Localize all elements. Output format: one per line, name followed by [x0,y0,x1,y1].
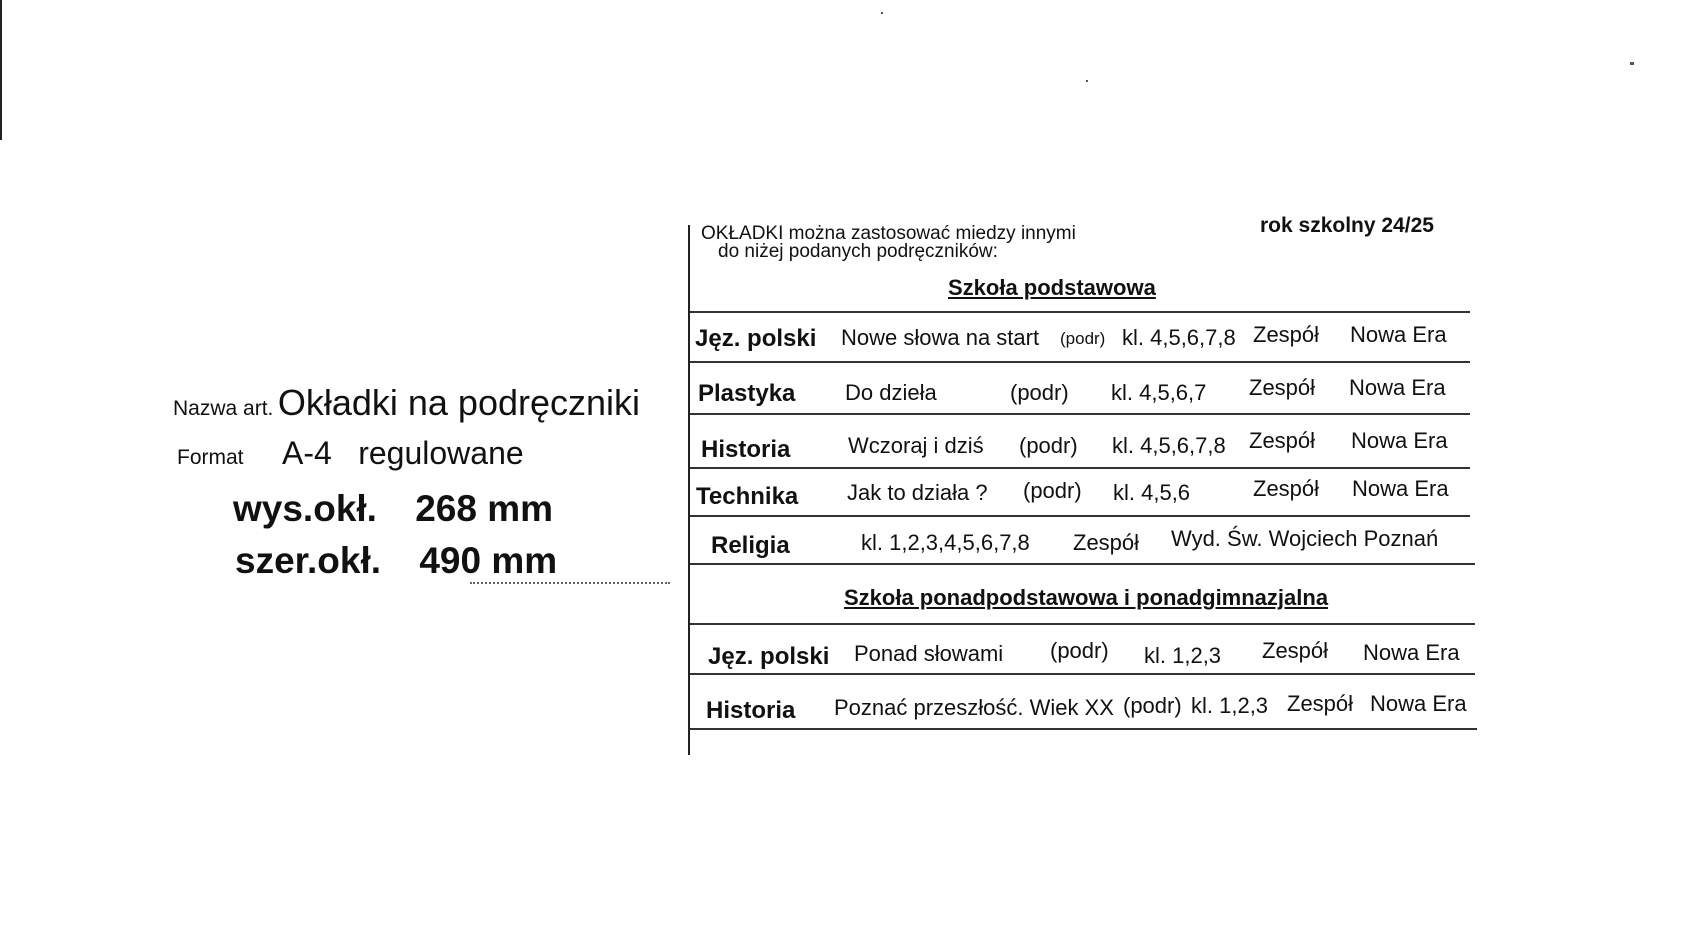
textbook-list [688,214,1478,755]
scan-speck [1086,80,1088,82]
row-type: (podr) [1010,380,1069,405]
row-author: Zespół [1249,375,1316,400]
row-title: Do dzieła [845,380,937,405]
row-divider [690,467,1470,469]
cover-height-label: wys.okł. [233,488,377,529]
row-subject: Historia [701,436,791,463]
row-divider [690,361,1470,363]
scan-speck [1630,62,1634,65]
row-publisher: Wyd. Św. Wojciech Poznań [1171,526,1439,551]
row-subject: Plastyka [698,380,796,407]
row-grades: kl. 1,2,3 [1191,693,1269,718]
row-author: Zespół [1249,428,1316,453]
row-divider [690,413,1470,415]
row-title: Wczoraj i dziś [848,433,984,458]
row-divider [690,563,1475,565]
article-name-label: Nazwa art. [173,397,274,420]
table-row [688,322,1478,365]
table-row [688,638,1478,683]
row-publisher: Nowa Era [1363,640,1460,665]
cover-height-value: 268 mm [415,488,554,529]
row-author: Zespół [1253,476,1320,501]
cover-width-value: 490 mm [419,540,558,581]
row-author: Zespół [1287,691,1354,716]
table-row [688,476,1478,523]
article-name-value: Okładki na podręczniki [277,382,641,423]
section-title-primary: Szkoła podstawowa [948,275,1156,300]
row-subject: Jęz. polski [708,643,830,670]
format-type: regulowane [358,435,524,471]
row-grades: kl. 1,2,3 [1144,643,1222,668]
row-publisher: Nowa Era [1351,428,1448,453]
article-name-line [173,382,640,424]
row-type: (podr) [1123,693,1182,718]
row-author: Zespół [1262,638,1329,663]
row-publisher: Nowa Era [1350,322,1447,347]
intro-text [701,225,1076,261]
table-row [688,691,1478,737]
row-type: (podr) [1019,433,1078,458]
row-subject: Technika [696,483,799,510]
format-line [177,435,524,472]
row-type: (podr) [1050,638,1109,663]
row-title: Ponad słowami [854,641,1004,666]
row-divider [690,623,1475,625]
row-publisher: Nowa Era [1352,476,1449,501]
format-label: Format [177,446,244,469]
row-author: Zespół [1253,322,1320,347]
row-divider [690,515,1470,517]
row-subject: Religia [711,532,790,559]
cover-width-label: szer.okł. [235,540,382,581]
row-divider [690,728,1477,730]
format-size: A-4 [281,435,332,471]
row-title: Jak to działa ? [847,480,988,505]
article-info [0,0,680,936]
row-type: (podr) [1023,478,1082,503]
row-title: Nowe słowa na start [841,325,1040,350]
row-grades: kl. 1,2,3,4,5,6,7,8 [861,530,1030,555]
row-grades: kl. 4,5,6,7,8 [1112,433,1226,458]
school-year: rok szkolny 24/25 [1260,214,1434,237]
row-title: Poznać przeszłość. Wiek XX [834,695,1114,720]
cover-width-line [235,540,557,582]
row-type: (podr) [1060,329,1106,348]
row-grades: kl. 4,5,6,7 [1111,380,1207,405]
scan-speck [881,12,883,14]
table-row [688,526,1478,572]
row-grades: kl. 4,5,6,7,8 [1122,325,1236,350]
section-title-secondary: Szkoła ponadpodstawowa i ponadgimnazjalna [844,585,1329,610]
dotted-divider [470,582,670,586]
row-publisher: Nowa Era [1349,375,1446,400]
row-author: Zespół [1073,530,1140,555]
row-publisher: Nowa Era [1370,691,1467,716]
row-subject: Historia [706,697,796,724]
row-divider [690,311,1470,313]
intro-line-1: OKŁADKI można zastosować miedzy innymi [701,223,1076,244]
row-subject: Jęz. polski [695,325,817,352]
cover-height-line [233,488,553,530]
row-divider [690,673,1475,675]
intro-line-2: do niżej podanych podręczników: [718,241,998,262]
row-grades: kl. 4,5,6 [1113,480,1191,505]
